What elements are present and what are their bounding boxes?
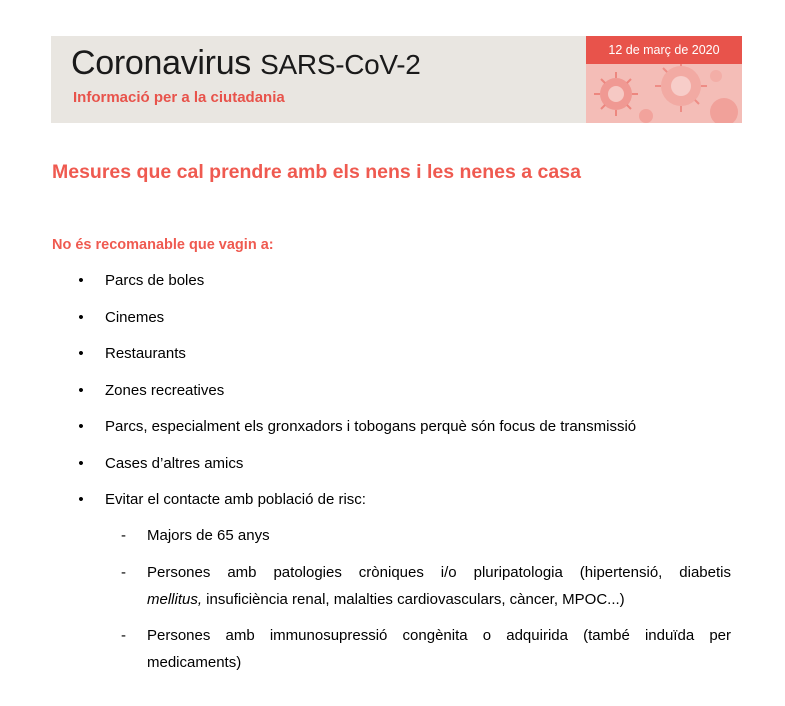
list-item-text: Cases d’altres amics — [105, 455, 244, 472]
banner-title — [71, 44, 421, 83]
section-heading: No és recomanable que vagin a: — [52, 237, 274, 253]
dash-marker: - — [121, 627, 126, 644]
bullet-icon: • — [78, 309, 84, 326]
virus-illustration-icon — [586, 64, 742, 123]
bullet-icon: • — [78, 345, 84, 362]
list-item-text: Parcs, especialment els gronxadors i tobogans perquè són focus de transmissió — [105, 418, 637, 435]
header-banner — [51, 36, 742, 123]
banner-art — [586, 36, 742, 123]
list-item-text: Zones recreatives — [105, 382, 225, 399]
sub-item-text: Majors de 65 anys — [147, 527, 270, 544]
date-badge: 12 de març de 2020 — [586, 36, 742, 64]
list-item-text: Evitar el contacte amb població de risc: — [105, 491, 366, 508]
bullet-icon: • — [78, 382, 84, 399]
sub-item-text — [147, 622, 731, 676]
sub-item-text — [147, 559, 731, 613]
sub-item-line: Persones amb immunosupressió congènita o adquirida (també induïda per — [147, 627, 731, 644]
sub-item-line: Persones amb patologies cròniques i/o pluripatologia (hipertensió, diabetis — [147, 564, 731, 581]
list-item-text: Restaurants — [105, 345, 186, 362]
title-main: Coronavirus — [71, 44, 251, 82]
bullet-icon: • — [78, 491, 84, 508]
title-virus: SARS-CoV-2 — [260, 49, 421, 80]
sub-list-item — [121, 622, 731, 676]
page-title: Mesures que cal prendre amb els nens i les nenes a casa — [52, 161, 581, 183]
list-item-text: Parcs de boles — [105, 272, 205, 289]
dash-marker: - — [121, 564, 126, 581]
dash-marker: - — [121, 527, 126, 544]
sub-list-item — [121, 522, 731, 549]
bullet-icon: • — [78, 455, 84, 472]
bullet-icon: • — [78, 418, 84, 435]
sub-list-item — [121, 559, 731, 613]
sub-item-line-rest: insuficiència renal, malalties cardiovasculars, càncer, MPOC...) — [202, 591, 625, 608]
sub-item-line: medicaments) — [147, 654, 242, 671]
italic-term: mellitus, — [147, 591, 203, 608]
list-item-text: Cinemes — [105, 309, 165, 326]
bullet-icon: • — [78, 272, 84, 289]
sub-item-line — [147, 591, 625, 608]
banner-subtitle: Informació per a la ciutadania — [73, 89, 285, 106]
